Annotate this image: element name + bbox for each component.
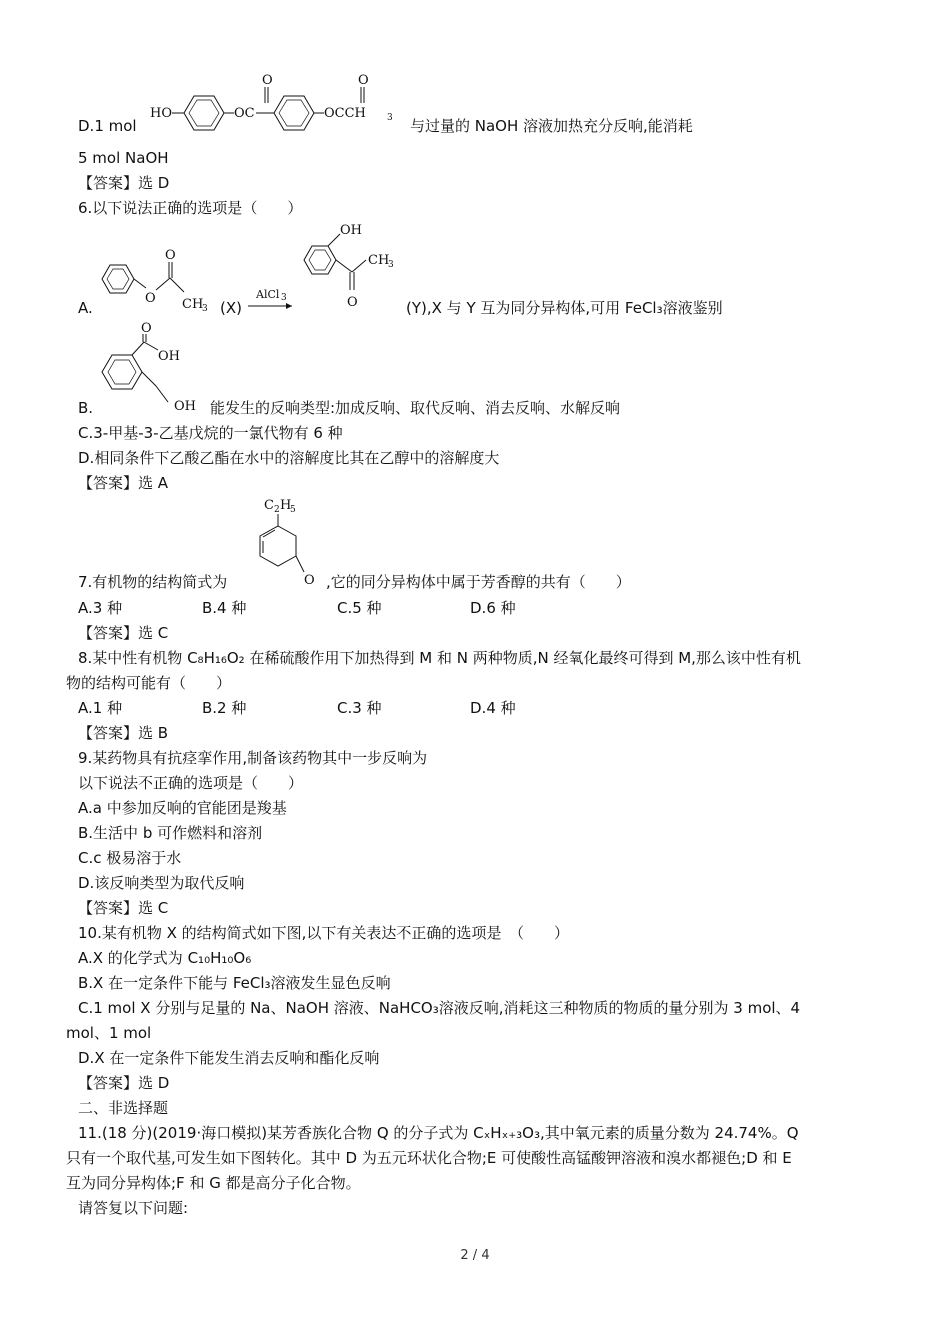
q6-answer: 【答案】选 A [78, 474, 169, 492]
svg-text:5: 5 [290, 505, 296, 515]
q8-option-a: A.1 种 [78, 699, 123, 717]
q8-option-d: D.4 种 [470, 699, 516, 717]
svg-text:HO: HO [150, 106, 172, 121]
q7-answer: 【答案】选 C [78, 624, 169, 642]
q6-option-a-label: A. [78, 299, 93, 317]
q11-stem-line3: 互为同分异构体;F 和 G 都是高分子化合物。 [66, 1174, 361, 1192]
svg-text:3: 3 [387, 113, 393, 123]
q7-stem-prefix: 7.有机物的结构简式为 [78, 573, 228, 591]
q6-option-b-label: B. [78, 399, 94, 417]
svg-text:O: O [262, 73, 273, 88]
svg-text:O: O [347, 295, 358, 310]
svg-text:OC: OC [234, 106, 255, 121]
q6-reaction-diagram [96, 216, 406, 326]
q9-option-d: D.该反响类型为取代反响 [78, 874, 245, 892]
q9-stem: 9.某药物具有抗痉挛作用,制备该药物其中一步反响为 [78, 749, 428, 767]
svg-text:OCCH: OCCH [324, 106, 366, 121]
q11-stem-line4: 请答复以下问题: [78, 1199, 189, 1217]
svg-text:3: 3 [202, 304, 208, 314]
q10-option-c-line1: C.1 mol X 分别与足量的 Na、NaOH 溶液、NaHCO₃溶液反响,消耗这三种物质的物质的量分别为 3 mol、4 [78, 999, 801, 1017]
svg-text:3: 3 [281, 293, 287, 303]
q7-option-c: C.5 种 [337, 599, 382, 617]
q9-option-a: A.a 中参加反响的官能团是羧基 [78, 799, 287, 817]
q8-option-b: B.2 种 [202, 699, 247, 717]
q6-option-b-text: 能发生的反响类型:加成反响、取代反响、消去反响、水解反响 [210, 399, 621, 417]
svg-text:2: 2 [274, 505, 280, 515]
q8-stem-line1: 8.某中性有机物 C₈H₁₆O₂ 在稀硫酸作用下加热得到 M 和 N 两种物质,N 经氧化最终可得到 M,那么该中性有机 [78, 649, 801, 667]
svg-text:OH: OH [174, 399, 196, 414]
q9-sub-stem: 以下说法不正确的选项是（ ） [78, 774, 304, 792]
q6-option-a-text: (Y),X 与 Y 互为同分异构体,可用 FeCl₃溶液鉴别 [406, 299, 723, 317]
q9-option-c: C.c 极易溶于水 [78, 849, 182, 867]
svg-text:CH: CH [368, 253, 390, 268]
q10-option-d: D.X 在一定条件下能发生消去反响和酯化反响 [78, 1049, 380, 1067]
q9-option-b: B.生活中 b 可作燃料和溶剂 [78, 824, 263, 842]
page-number: 2 / 4 [460, 1248, 490, 1263]
q5-option-d-suffix: 与过量的 NaOH 溶液加热充分反响,能消耗 [410, 117, 693, 135]
q5-option-d-continuation: 5 mol NaOH [78, 149, 169, 167]
q8-answer: 【答案】选 B [78, 724, 169, 742]
q7-option-a: A.3 种 [78, 599, 123, 617]
q6-option-c: C.3-甲基-3-乙基戊烷的一氯代物有 6 种 [78, 424, 343, 442]
svg-text:(X): (X) [220, 299, 242, 317]
q7-structure [244, 494, 328, 594]
section-heading: 二、非选择题 [78, 1099, 169, 1117]
svg-text:O: O [145, 291, 156, 306]
q9-answer: 【答案】选 C [78, 899, 169, 917]
q6-option-d: D.相同条件下乙酸乙酯在水中的溶解度比其在乙醇中的溶解度大 [78, 449, 500, 467]
svg-text:O: O [358, 73, 369, 88]
q10-option-b: B.X 在一定条件下能与 FeCl₃溶液发生显色反响 [78, 974, 391, 992]
q10-answer: 【答案】选 D [78, 1074, 170, 1092]
svg-text:AlCl: AlCl [256, 288, 280, 301]
svg-text:O: O [165, 248, 176, 263]
q6-option-b-structure [96, 320, 208, 420]
q5-structure-diagram [148, 70, 408, 140]
q7-option-b: B.4 种 [202, 599, 247, 617]
q8-stem-line2: 物的结构可能有（ ） [66, 674, 232, 692]
svg-text:H: H [280, 498, 292, 513]
svg-text:OH: OH [158, 349, 180, 364]
q10-stem: 10.某有机物 X 的结构简式如下图,以下有关表达不正确的选项是 （ ） [78, 924, 569, 942]
svg-text:CH: CH [182, 297, 204, 312]
q11-stem-line1: 11.(18 分)(2019·海口模拟)某芳香族化合物 Q 的分子式为 CₓHₓ₊₃O₃,其中氧元素的质量分数为 24.74%。Q [78, 1124, 799, 1142]
q10-option-a: A.X 的化学式为 C₁₀H₁₀O₆ [78, 949, 252, 967]
q7-option-d: D.6 种 [470, 599, 516, 617]
q10-option-c-line2: mol、1 mol [66, 1024, 152, 1042]
q11-stem-line2: 只有一个取代基,可发生如下图转化。其中 D 为五元环状化合物;E 可使酸性高锰酸钾溶液和溴水都褪色;D 和 E [66, 1149, 792, 1167]
q6-stem: 6.以下说法正确的选项是（ ） [78, 199, 303, 217]
q5-option-d-prefix: D.1 mol [78, 117, 137, 135]
svg-text:O: O [304, 573, 315, 588]
q8-option-c: C.3 种 [337, 699, 382, 717]
svg-text:3: 3 [388, 260, 394, 270]
svg-text:OH: OH [340, 223, 362, 238]
q5-answer: 【答案】选 D [78, 174, 170, 192]
svg-text:C: C [264, 498, 274, 513]
q7-stem-suffix: ,它的同分异构体中属于芳香醇的共有（ ） [326, 573, 631, 591]
svg-text:O: O [141, 321, 152, 336]
